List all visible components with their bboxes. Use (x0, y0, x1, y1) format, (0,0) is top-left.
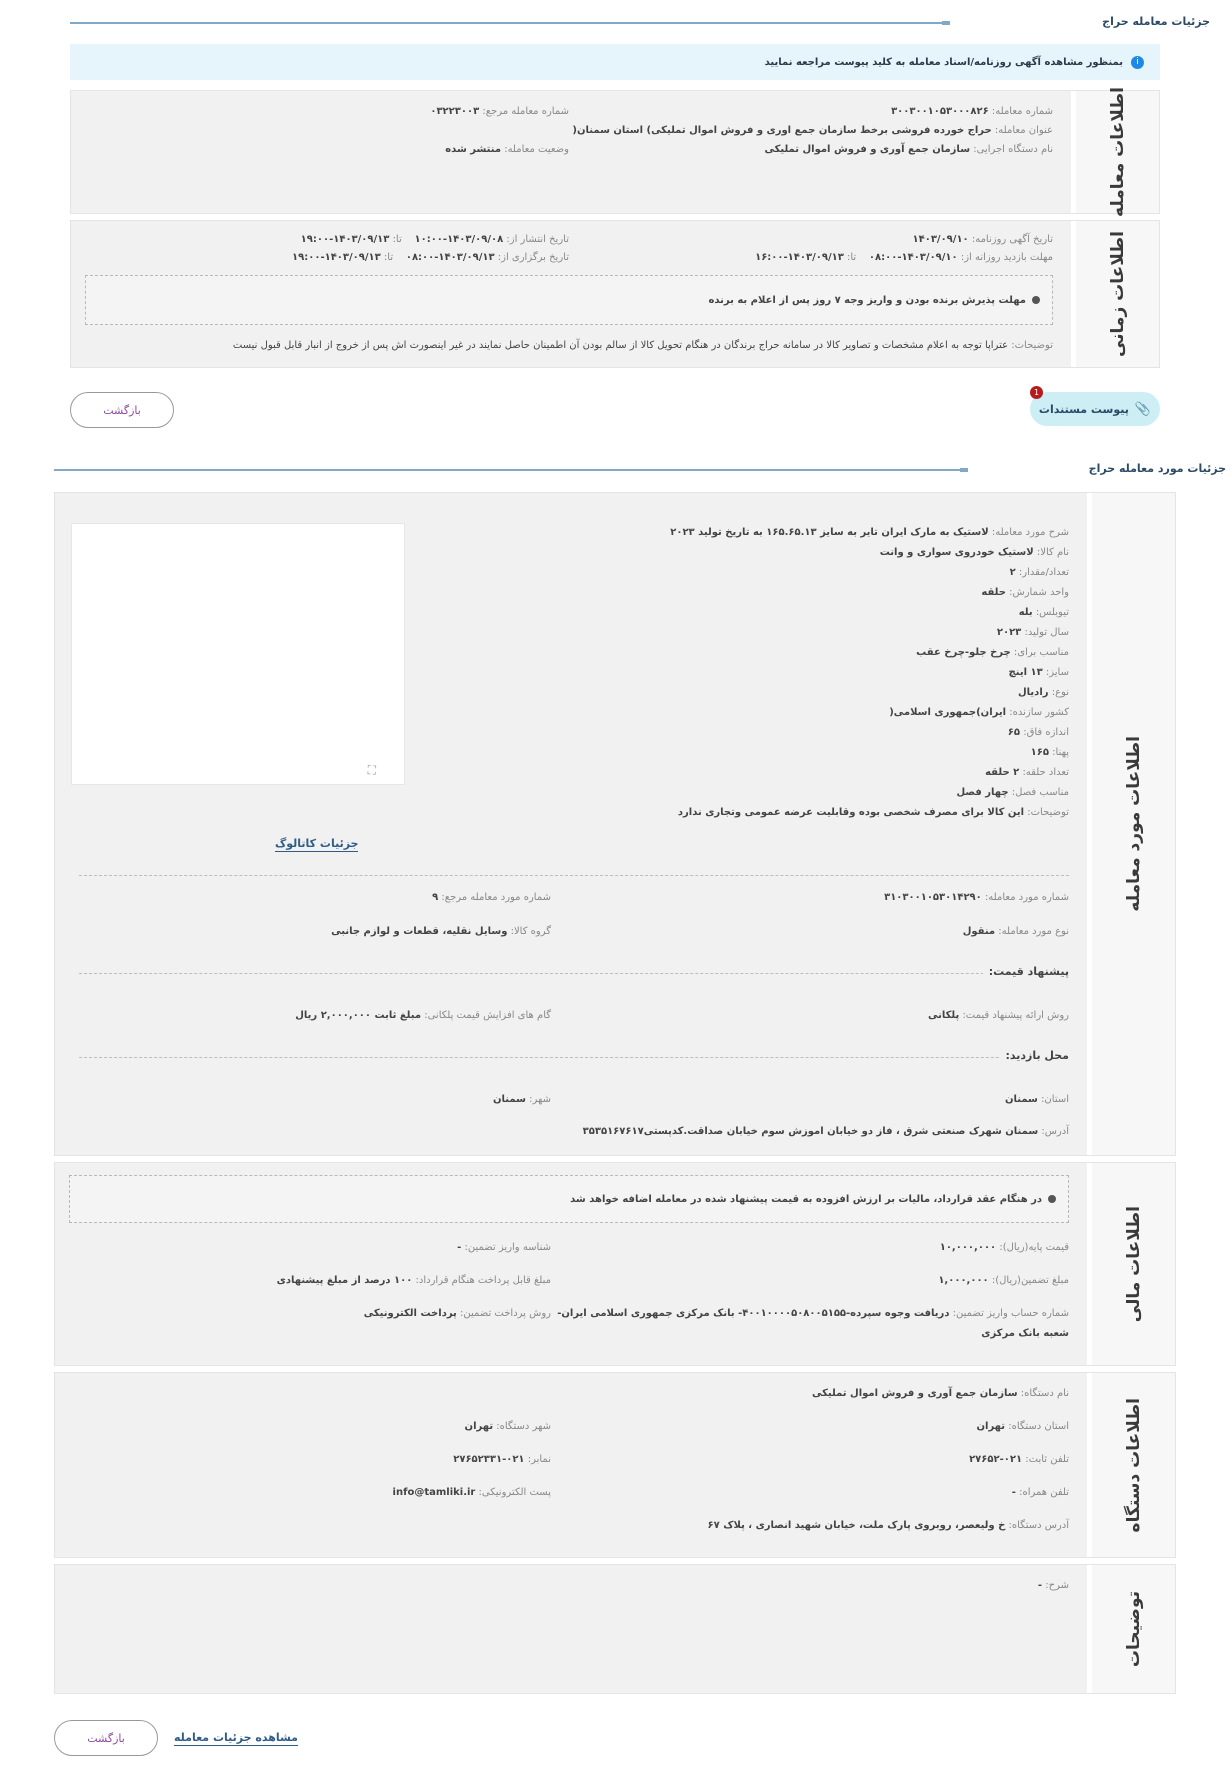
item-divider (79, 875, 1069, 876)
guarantee-account: شماره حساب واریز تضمین: دریافت وجوه سپرده-۴۰۰۱۰۰۰۰۵۰۸۰۰۵۱۵۵- بانک مرکزی جمهوری اسلامی ایران- (557, 1308, 1069, 1319)
spec-row: توضیحات: این کالا برای مصرف شخصی بوده وقابلیت عرضه عمومی وتجاری ندارد (677, 807, 1069, 818)
attachments-badge: 1 (1030, 386, 1043, 399)
spec-row: تیوبلس: بله (1018, 607, 1069, 618)
spec-row: تعداد/مقدار: ۲ (1009, 567, 1069, 578)
ad-date: تاریخ آگهی روزنامه: ۱۴۰۳/۰۹/۱۰ (912, 234, 1053, 245)
notice-text: بمنظور مشاهده آگهی روزنامه/اسناد معامله به کلید پیوست مراجعه نمایید (764, 56, 1123, 68)
spec-row: نام کالا: لاستیک خودروی سواری و وانت (879, 547, 1069, 558)
catalog-details-link[interactable]: جزئیات کاتالوگ (275, 837, 359, 850)
spec-row: شرح مورد معامله: لاستیک به مارک ایران تایر به سایز ۱۶۵.۶۵.۱۳ به تاریخ تولید ۲۰۲۳ (670, 527, 1069, 538)
desc-line: شرح: - (1037, 1580, 1069, 1591)
price-step: گام های افزایش قیمت پلکانی: مبلغ ثابت ۲,۰۰۰,۰۰۰ ریال (295, 1010, 551, 1021)
deal-status: وضعیت معامله: منتشر شده (445, 144, 569, 155)
spec-row: پهنا: ۱۶۵ (1030, 747, 1069, 758)
attachments-button[interactable]: 📎 پیوست مستندات (1030, 392, 1160, 426)
org-email: پست الکترونیکی: info@tamliki.ir (392, 1487, 551, 1498)
org-name: نام دستگاه: سازمان جمع آوری و فروش اموال تملیکی (812, 1388, 1069, 1399)
item-section-rule (54, 469, 960, 471)
offer-heading: پیشنهاد قیمت: (983, 965, 1069, 978)
item-title-tick (960, 468, 968, 472)
time-info-label: اطلاعات زمانی (1071, 221, 1159, 367)
deadline-note-box: مهلت پذیرش برنده بودن و واریز وجه ۷ روز پس از اعلام به برنده (85, 275, 1053, 325)
hold-range: تاریخ برگزاری از: ۱۴۰۳/۰۹/۱۳-۰۸:۰۰ تا: ۱۴۰۳/۰۹/۱۳-۱۹:۰۰ (292, 252, 569, 263)
guarantee-account-branch: شعبه بانک مرکزی (981, 1328, 1069, 1339)
base-price: قیمت پایه(ریال): ۱۰,۰۰۰,۰۰۰ (939, 1242, 1069, 1253)
spec-row: تعداد حلقه: ۲ حلقه (985, 767, 1069, 778)
item-info-label: اطلاعات مورد معامله (1087, 493, 1175, 1155)
spec-list (670, 523, 1069, 823)
deal-executor: نام دستگاه اجرایی: سازمان جمع آوری و فروش اموال تملیکی (764, 144, 1053, 155)
offer-method: روش ارائه پیشنهاد قیمت: پلکانی (927, 1010, 1069, 1021)
spec-row: سال تولید: ۲۰۲۳ (996, 627, 1069, 638)
visit-range: مهلت بازدید روزانه از: ۱۴۰۳/۰۹/۱۰-۰۸:۰۰ تا: ۱۴۰۳/۰۹/۱۳-۱۶:۰۰ (755, 252, 1053, 263)
payment-method: روش پرداخت تضمین: پرداخت الکترونیکی (363, 1308, 551, 1319)
vat-note-box: در هنگام عقد قرارداد، مالیات بر ارزش افزوده به قیمت پیشنهاد شده در معامله اضافه خواهد شد (69, 1175, 1069, 1223)
paperclip-icon: 📎 (1134, 401, 1152, 417)
visit-divider (79, 1057, 1069, 1058)
visit-province: استان: سمنان (1004, 1094, 1069, 1105)
item-section-title: جزئیات مورد معامله حراج (1088, 462, 1226, 475)
deal-number: شماره معامله: ۳۰۰۳۰۰۱۰۵۳۰۰۰۸۲۶ (891, 106, 1053, 117)
contract-payment: مبلغ قابل پرداخت هنگام قرارداد: ۱۰۰ درصد از مبلغ پیشنهادی (276, 1275, 551, 1286)
publish-range: تاریخ انتشار از: ۱۴۰۳/۰۹/۰۸-۱۰:۰۰ تا: ۱۴۰۳/۰۹/۱۳-۱۹:۰۰ (300, 234, 569, 245)
info-notice (70, 44, 1160, 80)
item-info-panel (54, 492, 1176, 1156)
org-panel (54, 1372, 1176, 1558)
org-phone: تلفن ثابت: ۰۲۱-۲۷۶۵۲ (969, 1454, 1069, 1465)
back-button-top[interactable]: بازگشت (70, 392, 174, 428)
spec-row: واحد شمارش: حلقه (981, 587, 1069, 598)
spec-row: سایز: ۱۳ اینچ (1008, 667, 1069, 678)
finance-label: اطلاعات مالی (1087, 1163, 1175, 1365)
deal-info-panel (70, 86, 1160, 218)
info-icon: i (1131, 56, 1144, 69)
time-desc: توضیحات: عتراپا توجه به اعلام مشخصات و تصاویر کالا در سامانه حراج برندگان در هنگام تحویل کالا از سالم بودن آن اطمینان حاصل نمایند در غیر اینصورت اش پس از خروج از انبار قابل قبول نیست (232, 340, 1053, 351)
time-info-panel (70, 220, 1160, 368)
deal-info-label: اطلاعات معامله (1071, 91, 1159, 213)
org-address: آدرس دستگاه: خ ولیعصر، روبروی پارک ملت، خیابان شهید انصاری ، پلاک ۶۷ (707, 1520, 1069, 1531)
finance-panel (54, 1162, 1176, 1366)
bullet-icon (1032, 296, 1040, 304)
item-type: نوع مورد معامله: منقول (962, 926, 1069, 937)
offer-divider (79, 973, 1069, 974)
expand-icon[interactable]: ⛶ (367, 763, 376, 777)
guarantee-amount: مبلغ تضمین(ریال): ۱,۰۰۰,۰۰۰ (938, 1275, 1069, 1286)
visit-heading: محل بازدید: (999, 1049, 1069, 1062)
org-label: اطلاعات دستگاه (1087, 1373, 1175, 1557)
bullet-icon (1048, 1195, 1056, 1203)
item-ref: شماره مورد معامله مرجع: ۹ (432, 892, 551, 903)
spec-row: نوع: رادیال (1018, 687, 1069, 698)
spec-row: کشور سازنده: ایران)جمهوری اسلامی( (889, 707, 1069, 718)
org-province: استان دستگاه: تهران (976, 1421, 1069, 1432)
item-number: شماره مورد معامله: ۳۱۰۳۰۰۱۰۵۳۰۱۴۲۹۰ (884, 892, 1069, 903)
visit-address: آدرس: سمنان شهرک صنعتی شرق ، فاز دو خیابان اموزش سوم خیابان صداقت.کدپستی۳۵۳۵۱۶۷۶۱۷ (582, 1126, 1069, 1137)
deal-ref: شماره معامله مرجع: ۰۳۲۲۳۰۰۳ (430, 106, 569, 117)
item-image[interactable] (71, 523, 405, 785)
spec-row: اندازه فاق: ۶۵ (1007, 727, 1069, 738)
item-specs (670, 523, 1069, 823)
item-group: گروه کالا: وسایل نقلیه، قطعات و لوازم جانبی (331, 926, 551, 937)
title-tick (942, 21, 950, 25)
page-title: جزئیات معامله حراج (1102, 15, 1210, 28)
org-city: شهر دستگاه: تهران (464, 1421, 551, 1432)
deposit-id: شناسه واریز تضمین: - (457, 1242, 551, 1253)
spec-row: مناسب فصل: چهار فصل (956, 787, 1069, 798)
desc-label: توضیحات (1087, 1565, 1175, 1693)
back-button-bottom[interactable]: بازگشت (54, 1720, 158, 1756)
org-fax: نمابر: ۰۲۱-۲۷۶۵۲۳۳۱ (453, 1454, 551, 1465)
deal-title: عنوان معامله: حراج خورده فروشی برخط سازمان جمع اوری و فروش اموال تملیکی) استان سمنان( (572, 125, 1053, 136)
desc-panel (54, 1564, 1176, 1694)
view-deal-details-link[interactable]: مشاهده جزئیات معامله (174, 1731, 298, 1744)
header-rule (70, 22, 942, 24)
org-mobile: تلفن همراه: - (1011, 1487, 1069, 1498)
spec-row: مناسب برای: چرخ جلو-چرخ عقب (916, 647, 1069, 658)
visit-city: شهر: سمنان (493, 1094, 551, 1105)
